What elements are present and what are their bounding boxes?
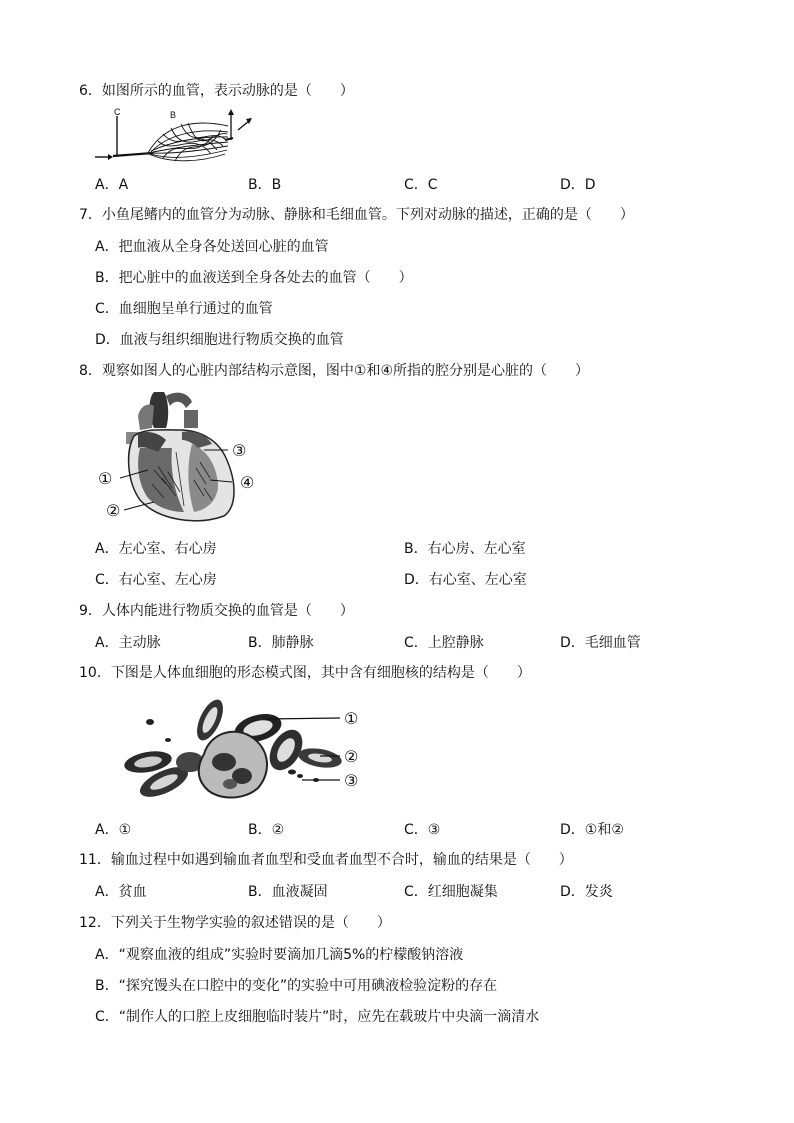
q7-option-d[interactable]: D．血液与组织细胞进行物质交换的血管: [95, 332, 344, 348]
q12-option-b[interactable]: B．“探究馒头在口腔中的变化”的实验中可用碘液检验淀粉的存在: [95, 978, 498, 994]
figure-label-1: ①: [98, 469, 113, 488]
figure-label-2: ②: [344, 747, 359, 766]
q9-option-c[interactable]: C．上腔静脉: [404, 635, 484, 651]
question-7-stem: 7．小鱼尾鳍内的血管分为动脉、静脉和毛细血管。下列对动脉的描述，正确的是（ ）: [79, 207, 634, 223]
figure-label-c: C: [114, 107, 121, 117]
figure-label-3: ③: [344, 771, 359, 790]
q6-option-b[interactable]: B．B: [248, 177, 282, 193]
question-6-stem: 6．如图所示的血管，表示动脉的是（ ）: [79, 83, 354, 99]
outflow-arrow: [238, 121, 249, 130]
blood-cells-figure: [106, 696, 368, 808]
q10-option-d[interactable]: D．①和②: [560, 822, 624, 838]
q11-option-b[interactable]: B．血液凝固: [248, 884, 328, 900]
question-10-stem: 10．下图是人体血细胞的形态模式图，其中含有细胞核的结构是（ ）: [79, 665, 531, 681]
q9-option-a[interactable]: A．主动脉: [95, 635, 161, 651]
q10-option-a[interactable]: A．①: [95, 822, 132, 838]
question-12-stem: 12．下列关于生物学实验的叙述错误的是（ ）: [79, 915, 391, 931]
question-8-stem: 8．观察如图人的心脏内部结构示意图，图中①和④所指的腔分别是心脏的（ ）: [79, 363, 590, 379]
q7-option-c[interactable]: C．血细胞呈单行通过的血管: [95, 301, 273, 317]
q8-option-d[interactable]: D．右心室、左心室: [404, 572, 527, 588]
q11-option-a[interactable]: A．贫血: [95, 884, 147, 900]
q11-option-c[interactable]: C．红细胞凝集: [404, 884, 498, 900]
q12-option-a[interactable]: A．“观察血液的组成”实验时要滴加几滴5%的柠檬酸钠溶液: [95, 947, 464, 963]
q8-option-b[interactable]: B．右心房、左心室: [404, 541, 526, 557]
figure-label-1: ①: [344, 709, 359, 728]
capillary-network: [148, 123, 228, 161]
heart-structure-figure: [96, 388, 266, 528]
figure-label-b: B: [170, 110, 177, 120]
q9-option-d[interactable]: D．毛细血管: [560, 635, 641, 651]
q10-option-b[interactable]: B．②: [248, 822, 285, 838]
blood-vessel-figure: [93, 106, 258, 168]
q8-option-c[interactable]: C．右心室、左心房: [95, 572, 217, 588]
figure-label-3: ③: [232, 441, 247, 460]
question-9-stem: 9．人体内能进行物质交换的血管是（ ）: [79, 603, 354, 619]
q9-option-b[interactable]: B．肺静脉: [248, 635, 314, 651]
q6-option-d[interactable]: D．D: [560, 177, 596, 193]
q7-option-a[interactable]: A．把血液从全身各处送回心脏的血管: [95, 239, 329, 255]
q11-option-d[interactable]: D．发炎: [560, 884, 613, 900]
figure-label-2: ②: [106, 501, 121, 520]
q12-option-c[interactable]: C．“制作人的口腔上皮细胞临时装片”时，应先在载玻片中央滴一滴清水: [95, 1009, 540, 1025]
q7-option-b[interactable]: B．把心脏中的血液送到全身各处去的血管（ ）: [95, 270, 413, 286]
q6-option-c[interactable]: C．C: [404, 177, 438, 193]
figure-label-4: ④: [240, 473, 255, 492]
question-11-stem: 11．输血过程中如遇到输血者血型和受血者血型不合时，输血的结果是（ ）: [79, 852, 573, 868]
q8-option-a[interactable]: A．左心室、右心房: [95, 541, 217, 557]
q10-option-c[interactable]: C．③: [404, 822, 441, 838]
q6-option-a[interactable]: A．A: [95, 177, 129, 193]
